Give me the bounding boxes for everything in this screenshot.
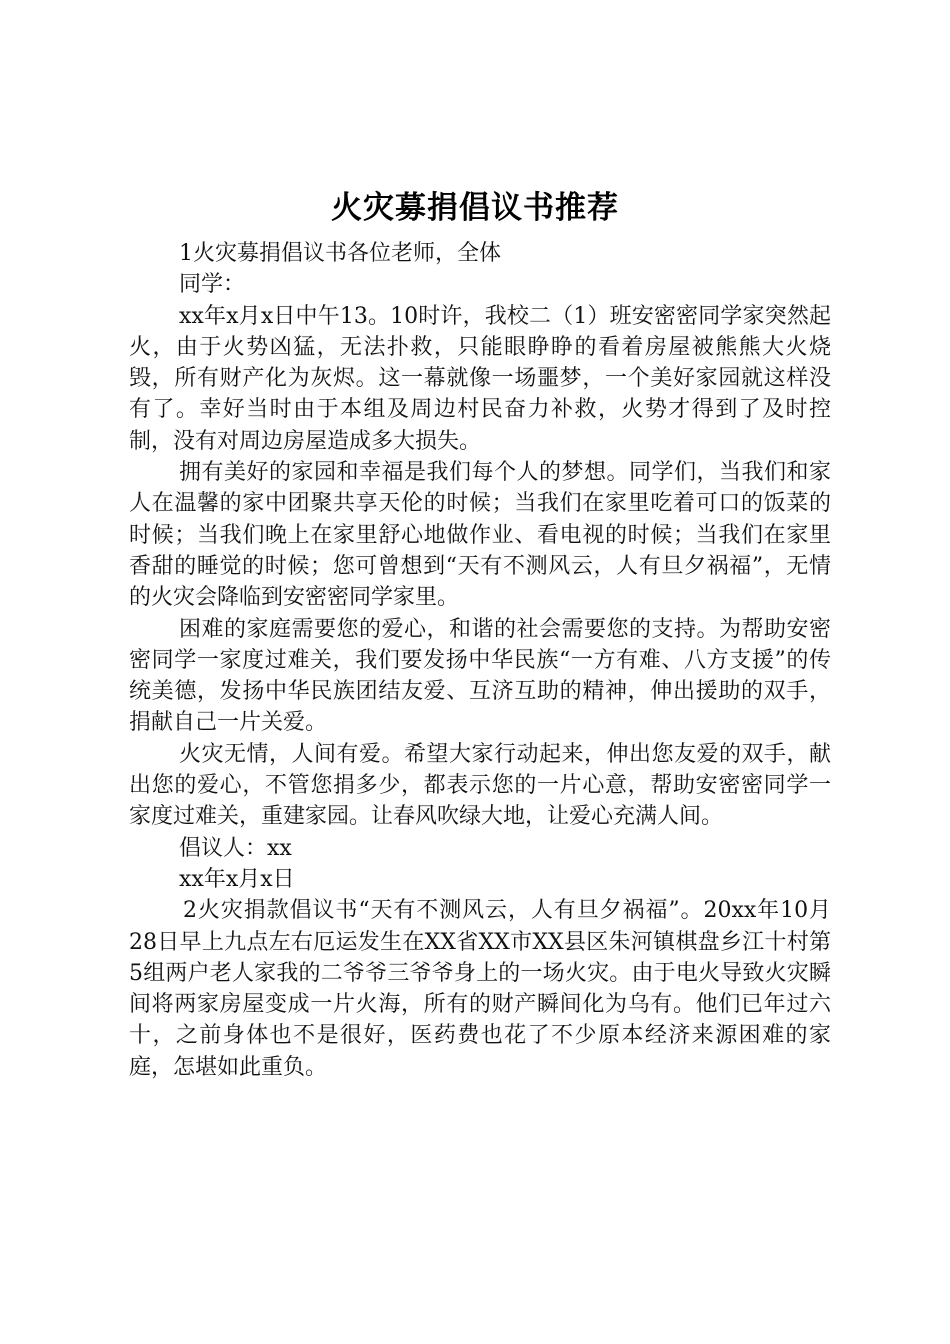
paragraph-opening: 1火灾募捐倡议书各位老师，全体 [179, 241, 501, 266]
paragraph-dream: 拥有美好的家园和幸福是我们每个人的梦想。同学们，当我们和家人在温馨的家中团聚共享天伦的时候；当我们在家里吃着可口的饭菜的时候；当我们晚上在家里舒心地做作业、看电视的时候；当我们在家里香甜的睡觉的时候；您可曾想到“天有不测风云，人有旦夕祸福”，无情的火灾会降临到安密密同学家里。 [129, 460, 831, 611]
paragraph-second-letter: 2火灾捐款倡议书“天有不测风云，人有旦夕祸福”。20xx年10月28日早上九点左右厄运发生在XX省XX市XX县区朱河镇棋盘乡江十村第5组两户老人家我的二爷爷三爷爷身上的一场火灾。由于电火导致火灾瞬间将两家房屋变成一片火海，所有的财产瞬间化为乌有。他们已年过六十，之前身体也不是很好，医药费也花了不少原本经济来源困难的家庭，怎堪如此重负。 [129, 898, 832, 1080]
paragraph-incident: xx年x月x日中午13。10时许，我校二（1）班安密密同学家突然起火，由于火势凶猛，无法扑救，只能眼睁睁的看着房屋被熊熊大火烧毁，所有财产化为灰烬。这一幕就像一场噩梦，一个美好家园就这样没有了。幸好当时由于本组及周边村民奋力补救，火势才得到了及时控制，没有对周边房屋造成多大损失。 [129, 303, 831, 454]
paragraph-appeal: 困难的家庭需要您的爱心，和谐的社会需要您的支持。为帮助安密密同学一家度过难关，我们要发扬中华民族“一方有难、八方支援”的传统美德，发扬中华民族团结友爱、互济互助的精神，伸出援助的双手，捐献自己一片关爱。 [129, 616, 831, 736]
paragraph-salutation: 同学： [179, 272, 246, 298]
paragraph-call-to-action: 火灾无情，人间有爱。希望大家行动起来，伸出您友爱的双手，献出您的爱心，不管您捐多少，都表示您的一片心意，帮助安密密同学一家度过难关，重建家园。让春风吹绿大地，让爱心充满人间。 [129, 741, 831, 830]
document-title: 火灾募捐倡议书推荐 [331, 190, 619, 226]
paragraph-date: xx年x月x日 [179, 866, 295, 892]
document-body [129, 238, 831, 1083]
paragraph-signature: 倡议人：xx [179, 835, 292, 861]
